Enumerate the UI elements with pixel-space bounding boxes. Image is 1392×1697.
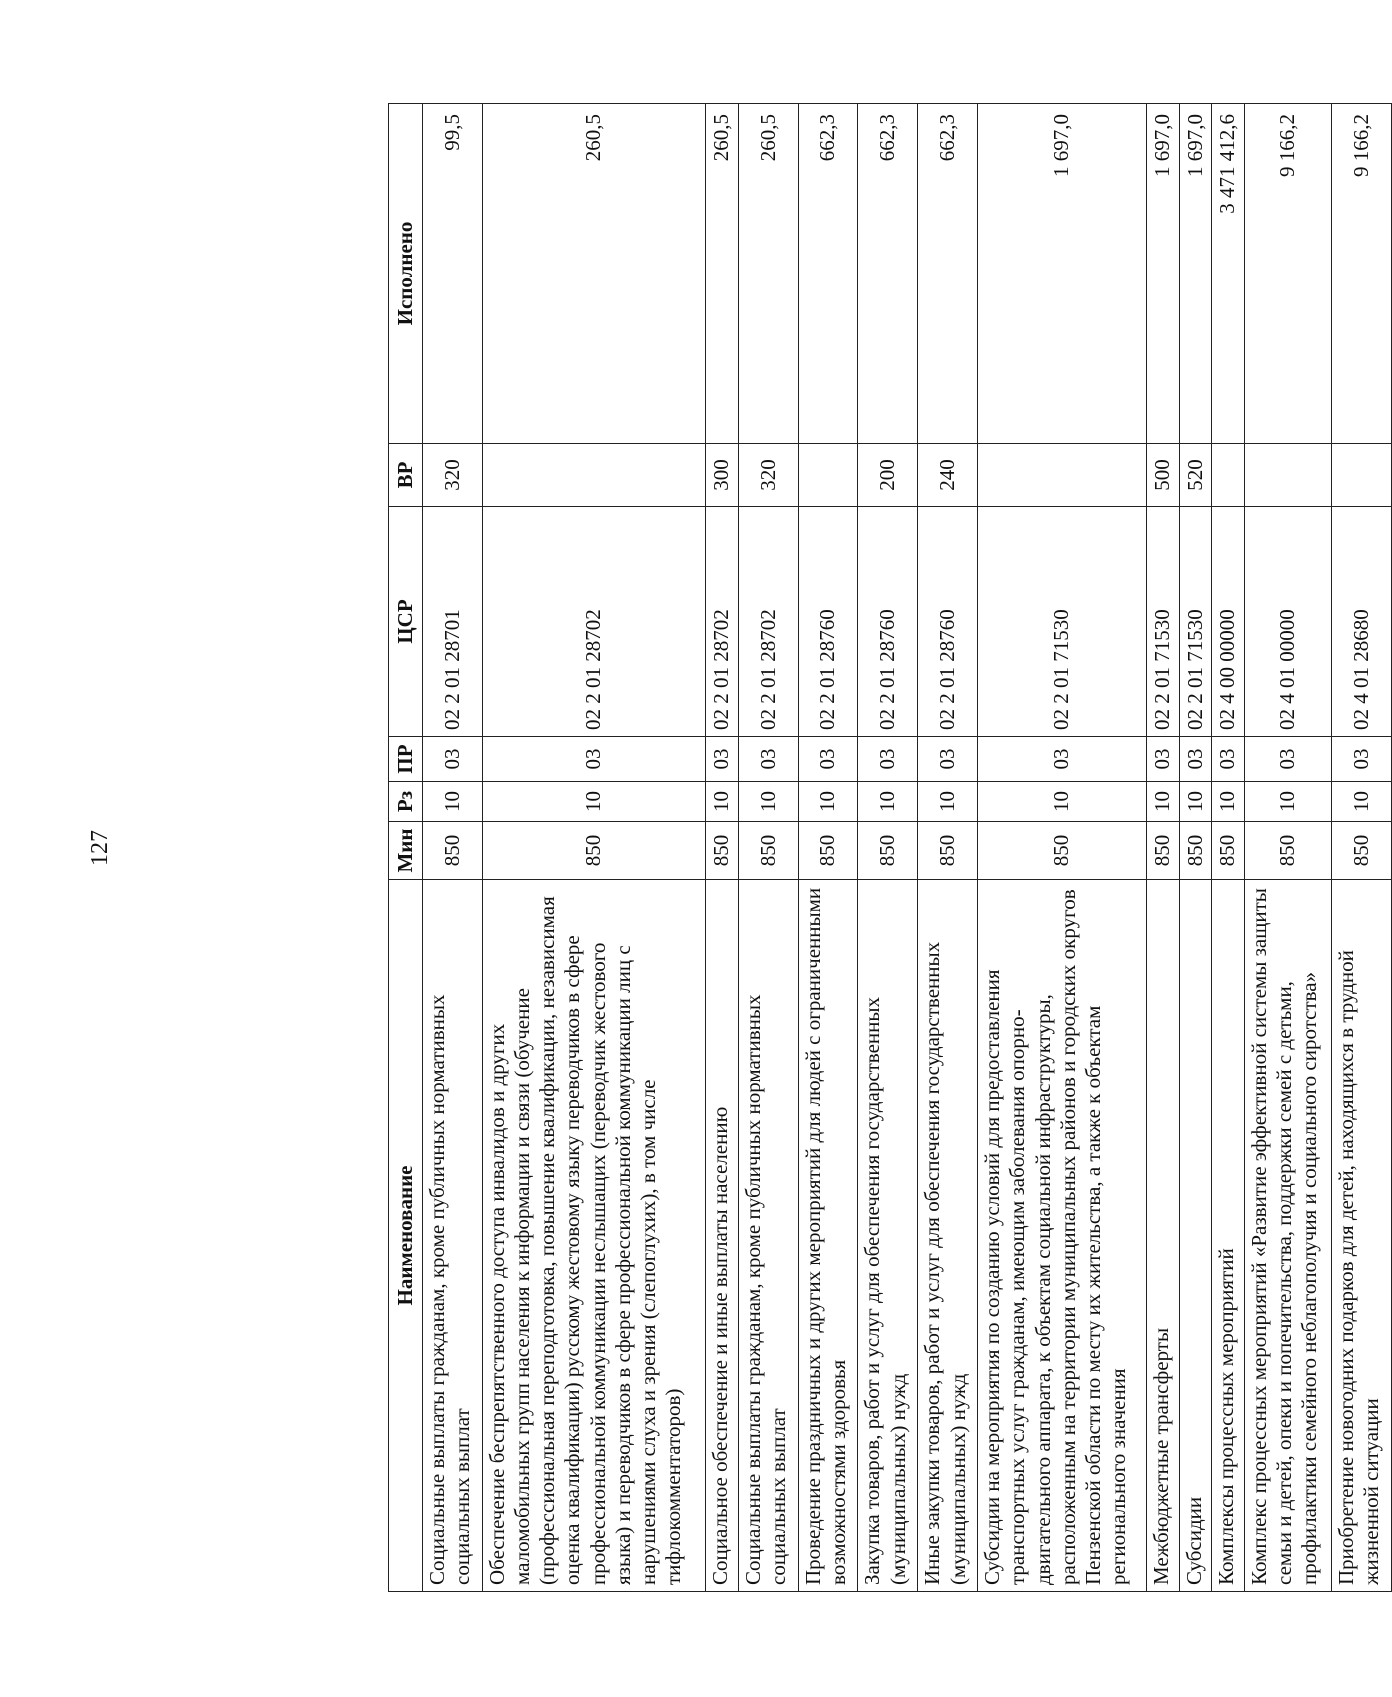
row-name: Межбюджетные трансферты bbox=[1146, 880, 1179, 1592]
row-rz: 10 bbox=[1146, 782, 1179, 822]
budget-table-container bbox=[388, 104, 1392, 1592]
row-done: 260,5 bbox=[482, 104, 705, 444]
row-done: 662,3 bbox=[798, 104, 858, 444]
row-done: 9 166,2 bbox=[1244, 104, 1331, 444]
row-vr: 500 bbox=[1146, 444, 1179, 507]
row-name: Иные закупки товаров, работ и услуг для обеспечения государственных (муниципальных) нужд bbox=[918, 880, 978, 1592]
table-row bbox=[1212, 104, 1245, 1592]
header-name: Наименование bbox=[389, 880, 423, 1592]
table-row bbox=[918, 104, 978, 1592]
row-csr: 02 2 01 71530 bbox=[978, 507, 1147, 737]
row-csr: 02 4 01 28680 bbox=[1331, 507, 1391, 737]
row-csr: 02 2 01 28702 bbox=[482, 507, 705, 737]
row-min: 850 bbox=[978, 822, 1147, 880]
row-name: Субсидии на мероприятия по созданию условий для предоставления транспортных услуг гражданам, имеющим заболевания опорно-двигательного аппарата, к объектам социальной инфраструктуры, расположенным на территории муниципальных районов и городских округов Пензенской области по месту их жительства, а также к объектам регионального значения bbox=[978, 880, 1147, 1592]
row-vr bbox=[978, 444, 1147, 507]
row-pr: 03 bbox=[706, 737, 739, 782]
row-vr bbox=[1212, 444, 1245, 507]
row-vr: 520 bbox=[1179, 444, 1212, 507]
table-row bbox=[1331, 104, 1391, 1592]
row-pr: 03 bbox=[798, 737, 858, 782]
row-rz: 10 bbox=[1212, 782, 1245, 822]
row-csr: 02 2 01 28702 bbox=[706, 507, 739, 737]
table-row bbox=[482, 104, 705, 1592]
row-rz: 10 bbox=[798, 782, 858, 822]
row-min: 850 bbox=[1212, 822, 1245, 880]
row-done: 9 166,2 bbox=[1331, 104, 1391, 444]
row-done: 1 697,0 bbox=[978, 104, 1147, 444]
row-pr: 03 bbox=[1179, 737, 1212, 782]
row-done: 99,5 bbox=[423, 104, 483, 444]
header-done: Исполнено bbox=[389, 104, 423, 444]
row-done: 260,5 bbox=[738, 104, 798, 444]
row-name: Социальные выплаты гражданам, кроме публичных нормативных социальных выплат bbox=[738, 880, 798, 1592]
row-rz: 10 bbox=[1331, 782, 1391, 822]
row-pr: 03 bbox=[918, 737, 978, 782]
row-min: 850 bbox=[798, 822, 858, 880]
row-name: Комплекс процессных мероприятий «Развитие эффективной системы защиты семьи и детей, опеки и попечительства, поддержки семей с детьми, профилактики семейного неблагополучия и социального сиротства» bbox=[1244, 880, 1331, 1592]
budget-table bbox=[388, 103, 1392, 1592]
row-csr: 02 2 01 28760 bbox=[918, 507, 978, 737]
table-row bbox=[858, 104, 918, 1592]
row-rz: 10 bbox=[1179, 782, 1212, 822]
row-pr: 03 bbox=[858, 737, 918, 782]
table-row bbox=[978, 104, 1147, 1592]
row-name: Проведение праздничных и других мероприятий для людей с ограниченными возможностями здоровья bbox=[798, 880, 858, 1592]
row-csr: 02 2 01 28702 bbox=[738, 507, 798, 737]
row-csr: 02 4 00 00000 bbox=[1212, 507, 1245, 737]
row-vr bbox=[1244, 444, 1331, 507]
row-csr: 02 4 01 00000 bbox=[1244, 507, 1331, 737]
row-name: Закупка товаров, работ и услуг для обеспечения государственных (муниципальных) нужд bbox=[858, 880, 918, 1592]
table-row bbox=[738, 104, 798, 1592]
row-done: 1 697,0 bbox=[1146, 104, 1179, 444]
row-rz: 10 bbox=[1244, 782, 1331, 822]
row-csr: 02 2 01 28760 bbox=[858, 507, 918, 737]
row-name: Обеспечение беспрепятственного доступа инвалидов и других маломобильных групп населения к информации и связи (обучение (профессиональная переподготовка, повышение квалификации, независимая оценка квалификации) русскому жестовому языку переводчиков в сфере профессиональной коммуникации неслышащих (переводчик жестового языка) и переводчиков в сфере профессиональной коммуникации лиц с нарушениями слуха и зрения (слепоглухих), в том числе тифлокомментаторов) bbox=[482, 880, 705, 1592]
table-row bbox=[1146, 104, 1179, 1592]
row-vr: 320 bbox=[738, 444, 798, 507]
row-name: Социальные выплаты гражданам, кроме публичных нормативных социальных выплат bbox=[423, 880, 483, 1592]
row-pr: 03 bbox=[1244, 737, 1331, 782]
row-vr: 240 bbox=[918, 444, 978, 507]
row-pr: 03 bbox=[978, 737, 1147, 782]
table-row bbox=[1244, 104, 1331, 1592]
row-min: 850 bbox=[482, 822, 705, 880]
row-min: 850 bbox=[1331, 822, 1391, 880]
table-row bbox=[706, 104, 739, 1592]
row-done: 260,5 bbox=[706, 104, 739, 444]
table-header-row bbox=[389, 104, 423, 1592]
row-done: 3 471 412,6 bbox=[1212, 104, 1245, 444]
row-pr: 03 bbox=[423, 737, 483, 782]
row-csr: 02 2 01 71530 bbox=[1179, 507, 1212, 737]
row-pr: 03 bbox=[1212, 737, 1245, 782]
header-rz: Рз bbox=[389, 782, 423, 822]
page-number: 127 bbox=[87, 830, 113, 866]
row-done: 662,3 bbox=[858, 104, 918, 444]
row-min: 850 bbox=[738, 822, 798, 880]
header-min: Мин bbox=[389, 822, 423, 880]
row-rz: 10 bbox=[423, 782, 483, 822]
table-row bbox=[1179, 104, 1212, 1592]
header-vr: ВР bbox=[389, 444, 423, 507]
row-pr: 03 bbox=[738, 737, 798, 782]
row-min: 850 bbox=[1146, 822, 1179, 880]
row-vr: 320 bbox=[423, 444, 483, 507]
row-min: 850 bbox=[706, 822, 739, 880]
row-csr: 02 2 01 71530 bbox=[1146, 507, 1179, 737]
row-vr bbox=[482, 444, 705, 507]
row-done: 1 697,0 bbox=[1179, 104, 1212, 444]
row-pr: 03 bbox=[482, 737, 705, 782]
row-pr: 03 bbox=[1331, 737, 1391, 782]
row-rz: 10 bbox=[706, 782, 739, 822]
row-rz: 10 bbox=[978, 782, 1147, 822]
row-vr: 300 bbox=[706, 444, 739, 507]
row-min: 850 bbox=[858, 822, 918, 880]
row-csr: 02 2 01 28760 bbox=[798, 507, 858, 737]
row-min: 850 bbox=[918, 822, 978, 880]
row-done: 662,3 bbox=[918, 104, 978, 444]
row-rz: 10 bbox=[482, 782, 705, 822]
row-rz: 10 bbox=[918, 782, 978, 822]
row-min: 850 bbox=[1179, 822, 1212, 880]
row-min: 850 bbox=[1244, 822, 1331, 880]
row-pr: 03 bbox=[1146, 737, 1179, 782]
row-csr: 02 2 01 28701 bbox=[423, 507, 483, 737]
row-min: 850 bbox=[423, 822, 483, 880]
row-rz: 10 bbox=[738, 782, 798, 822]
row-vr bbox=[798, 444, 858, 507]
row-rz: 10 bbox=[858, 782, 918, 822]
header-csr: ЦСР bbox=[389, 507, 423, 737]
row-vr: 200 bbox=[858, 444, 918, 507]
table-row bbox=[798, 104, 858, 1592]
table-row bbox=[423, 104, 483, 1592]
row-vr bbox=[1331, 444, 1391, 507]
row-name: Социальное обеспечение и иные выплаты населению bbox=[706, 880, 739, 1592]
row-name: Субсидии bbox=[1179, 880, 1212, 1592]
header-pr: ПР bbox=[389, 737, 423, 782]
row-name: Комплексы процессных мероприятий bbox=[1212, 880, 1245, 1592]
row-name: Приобретение новогодних подарков для детей, находящихся в трудной жизненной ситуации bbox=[1331, 880, 1391, 1592]
